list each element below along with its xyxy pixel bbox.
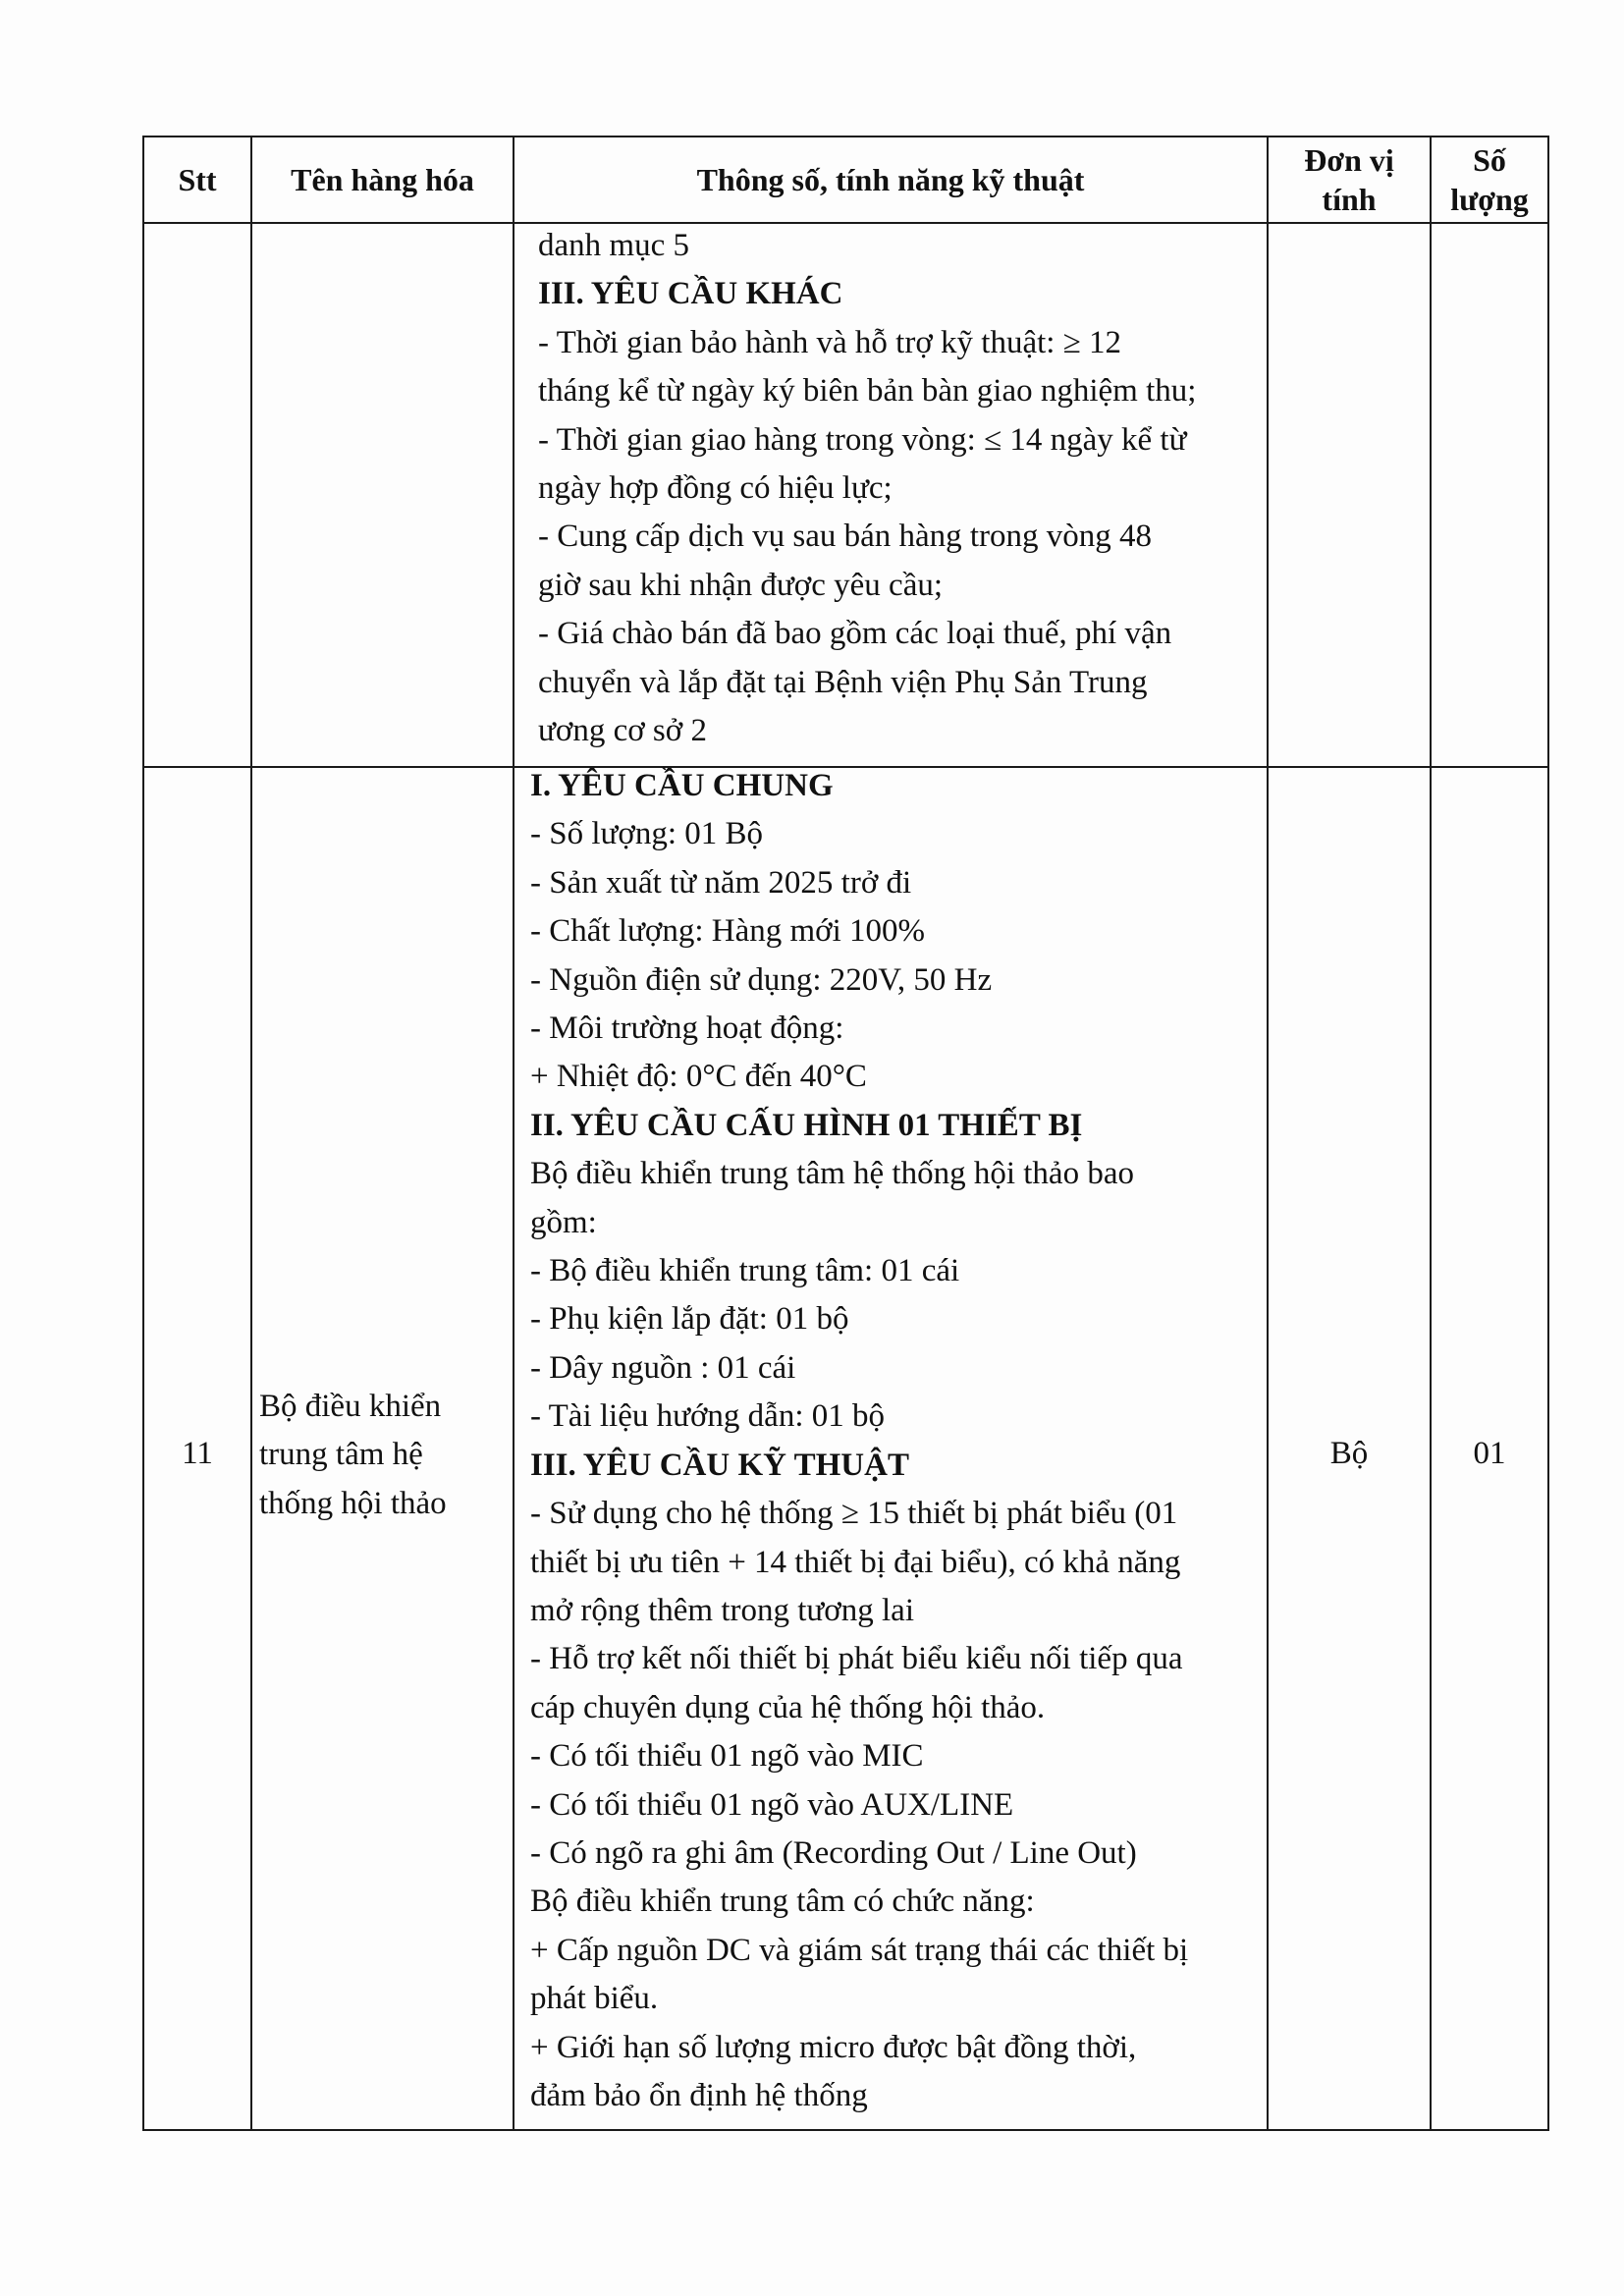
spec-line: - Hỗ trợ kết nối thiết bị phát biểu kiểu nối tiếp qua [530, 1641, 1183, 1677]
prev-row-spec [538, 222, 1196, 755]
spec-line: + Nhiệt độ: 0°C đến 40°C [530, 1059, 867, 1095]
spec-line: tháng kể từ ngày ký biên bản bàn giao nghiệm thu; [538, 373, 1197, 410]
section-heading: III. YÊU CẦU KỸ THUẬT [530, 1447, 909, 1483]
spec-line: - Sản xuất từ năm 2025 trở đi [530, 864, 912, 901]
spec-line: ương cơ sở 2 [538, 713, 707, 749]
spec-line: giờ sau khi nhận được yêu cầu; [538, 567, 944, 603]
spec-line: - Có tối thiểu 01 ngõ vào MIC [530, 1738, 924, 1775]
row-11-qty: 01 [1473, 1436, 1506, 1471]
spec-line: - Thời gian bảo hành và hỗ trợ kỹ thuật: ≥ 12 [538, 324, 1122, 360]
header-unit [1269, 137, 1430, 222]
spec-line: thiết bị ưu tiên + 14 thiết bị đại biểu), có khả năng [530, 1544, 1181, 1580]
header-stt-text: Stt [178, 162, 217, 197]
spec-line: - Bộ điều khiển trung tâm: 01 cái [530, 1253, 960, 1289]
spec-line: Bộ điều khiển trung tâm hệ thống hội thảo bao [530, 1156, 1134, 1192]
col-divider-spec [1267, 136, 1269, 2131]
spec-line: - Chất lượng: Hàng mới 100% [530, 913, 925, 950]
table-left-border [142, 136, 144, 2131]
product-name-line: trung tâm hệ [259, 1437, 423, 1473]
header-spec [514, 137, 1267, 222]
row-11-name [259, 1383, 447, 1528]
section-heading: I. YÊU CẦU CHUNG [530, 768, 834, 803]
spec-line: danh mục 5 [538, 228, 689, 263]
spec-line: - Nguồn điện sử dụng: 220V, 50 Hz [530, 961, 993, 998]
spec-line: - Có tối thiểu 01 ngõ vào AUX/LINE [530, 1786, 1014, 1823]
spec-line: + Giới hạn số lượng micro được bật đồng thời, [530, 2029, 1137, 2065]
col-divider-name [513, 136, 514, 2131]
product-name-line: thống hội thảo [259, 1485, 447, 1521]
header-name [252, 137, 513, 222]
section-heading: II. YÊU CẦU CẤU HÌNH 01 THIẾT BỊ [530, 1107, 1083, 1143]
header-spec-text: Thông số, tính năng kỹ thuật [696, 162, 1085, 197]
col-divider-unit [1430, 136, 1432, 2131]
spec-line: đảm bảo ổn định hệ thống [530, 2077, 868, 2113]
row-11-spec [530, 762, 1188, 2120]
spec-line: - Phụ kiện lắp đặt: 01 bộ [530, 1301, 849, 1338]
spec-line: - Giá chào bán đã bao gồm các loại thuế, phí vận [538, 616, 1172, 652]
header-qty [1432, 137, 1547, 222]
spec-line: phát biểu. [530, 1981, 659, 2017]
section-heading: III. YÊU CẦU KHÁC [538, 276, 843, 312]
spec-line: ngày hợp đồng có hiệu lực; [538, 470, 893, 507]
header-qty-line2: lượng [1450, 182, 1529, 217]
header-unit-line2: tính [1322, 182, 1377, 217]
header-name-text: Tên hàng hóa [291, 162, 474, 197]
spec-line: - Sử dụng cho hệ thống ≥ 15 thiết bị phát biểu (01 [530, 1496, 1178, 1532]
spec-line: - Môi trường hoạt động: [530, 1011, 844, 1047]
header-unit-line1: Đơn vị [1304, 142, 1394, 178]
spec-line: - Số lượng: 01 Bộ [530, 816, 764, 852]
spec-line: Bộ điều khiển trung tâm có chức năng: [530, 1884, 1035, 1920]
spec-line: - Thời gian giao hàng trong vòng: ≤ 14 ngày kể từ [538, 421, 1187, 458]
spec-line: mở rộng thêm trong tương lai [530, 1592, 914, 1628]
spec-line: cáp chuyên dụng của hệ thống hội thảo. [530, 1689, 1046, 1725]
product-name-line: Bộ điều khiển [259, 1389, 442, 1424]
spec-line: - Cung cấp dịch vụ sau bán hàng trong vòng 48 [538, 519, 1153, 555]
header-stt [144, 137, 250, 222]
table-right-border [1547, 136, 1549, 2131]
col-divider-stt [250, 136, 252, 2131]
spec-line: - Tài liệu hướng dẫn: 01 bộ [530, 1398, 886, 1435]
spec-line: - Dây nguồn : 01 cái [530, 1349, 796, 1386]
row-11-stt: 11 [182, 1436, 213, 1471]
spec-line: gồm: [530, 1204, 597, 1240]
header-qty-line1: Số [1473, 142, 1506, 178]
spec-line: chuyển và lắp đặt tại Bệnh viện Phụ Sản Trung [538, 664, 1148, 700]
spec-line: + Cấp nguồn DC và giám sát trạng thái các thiết bị [530, 1932, 1189, 1968]
row-11-unit: Bộ [1329, 1436, 1369, 1471]
spec-line: - Có ngõ ra ghi âm (Recording Out / Line Out) [530, 1834, 1137, 1871]
table-bottom-border [142, 2129, 1549, 2131]
